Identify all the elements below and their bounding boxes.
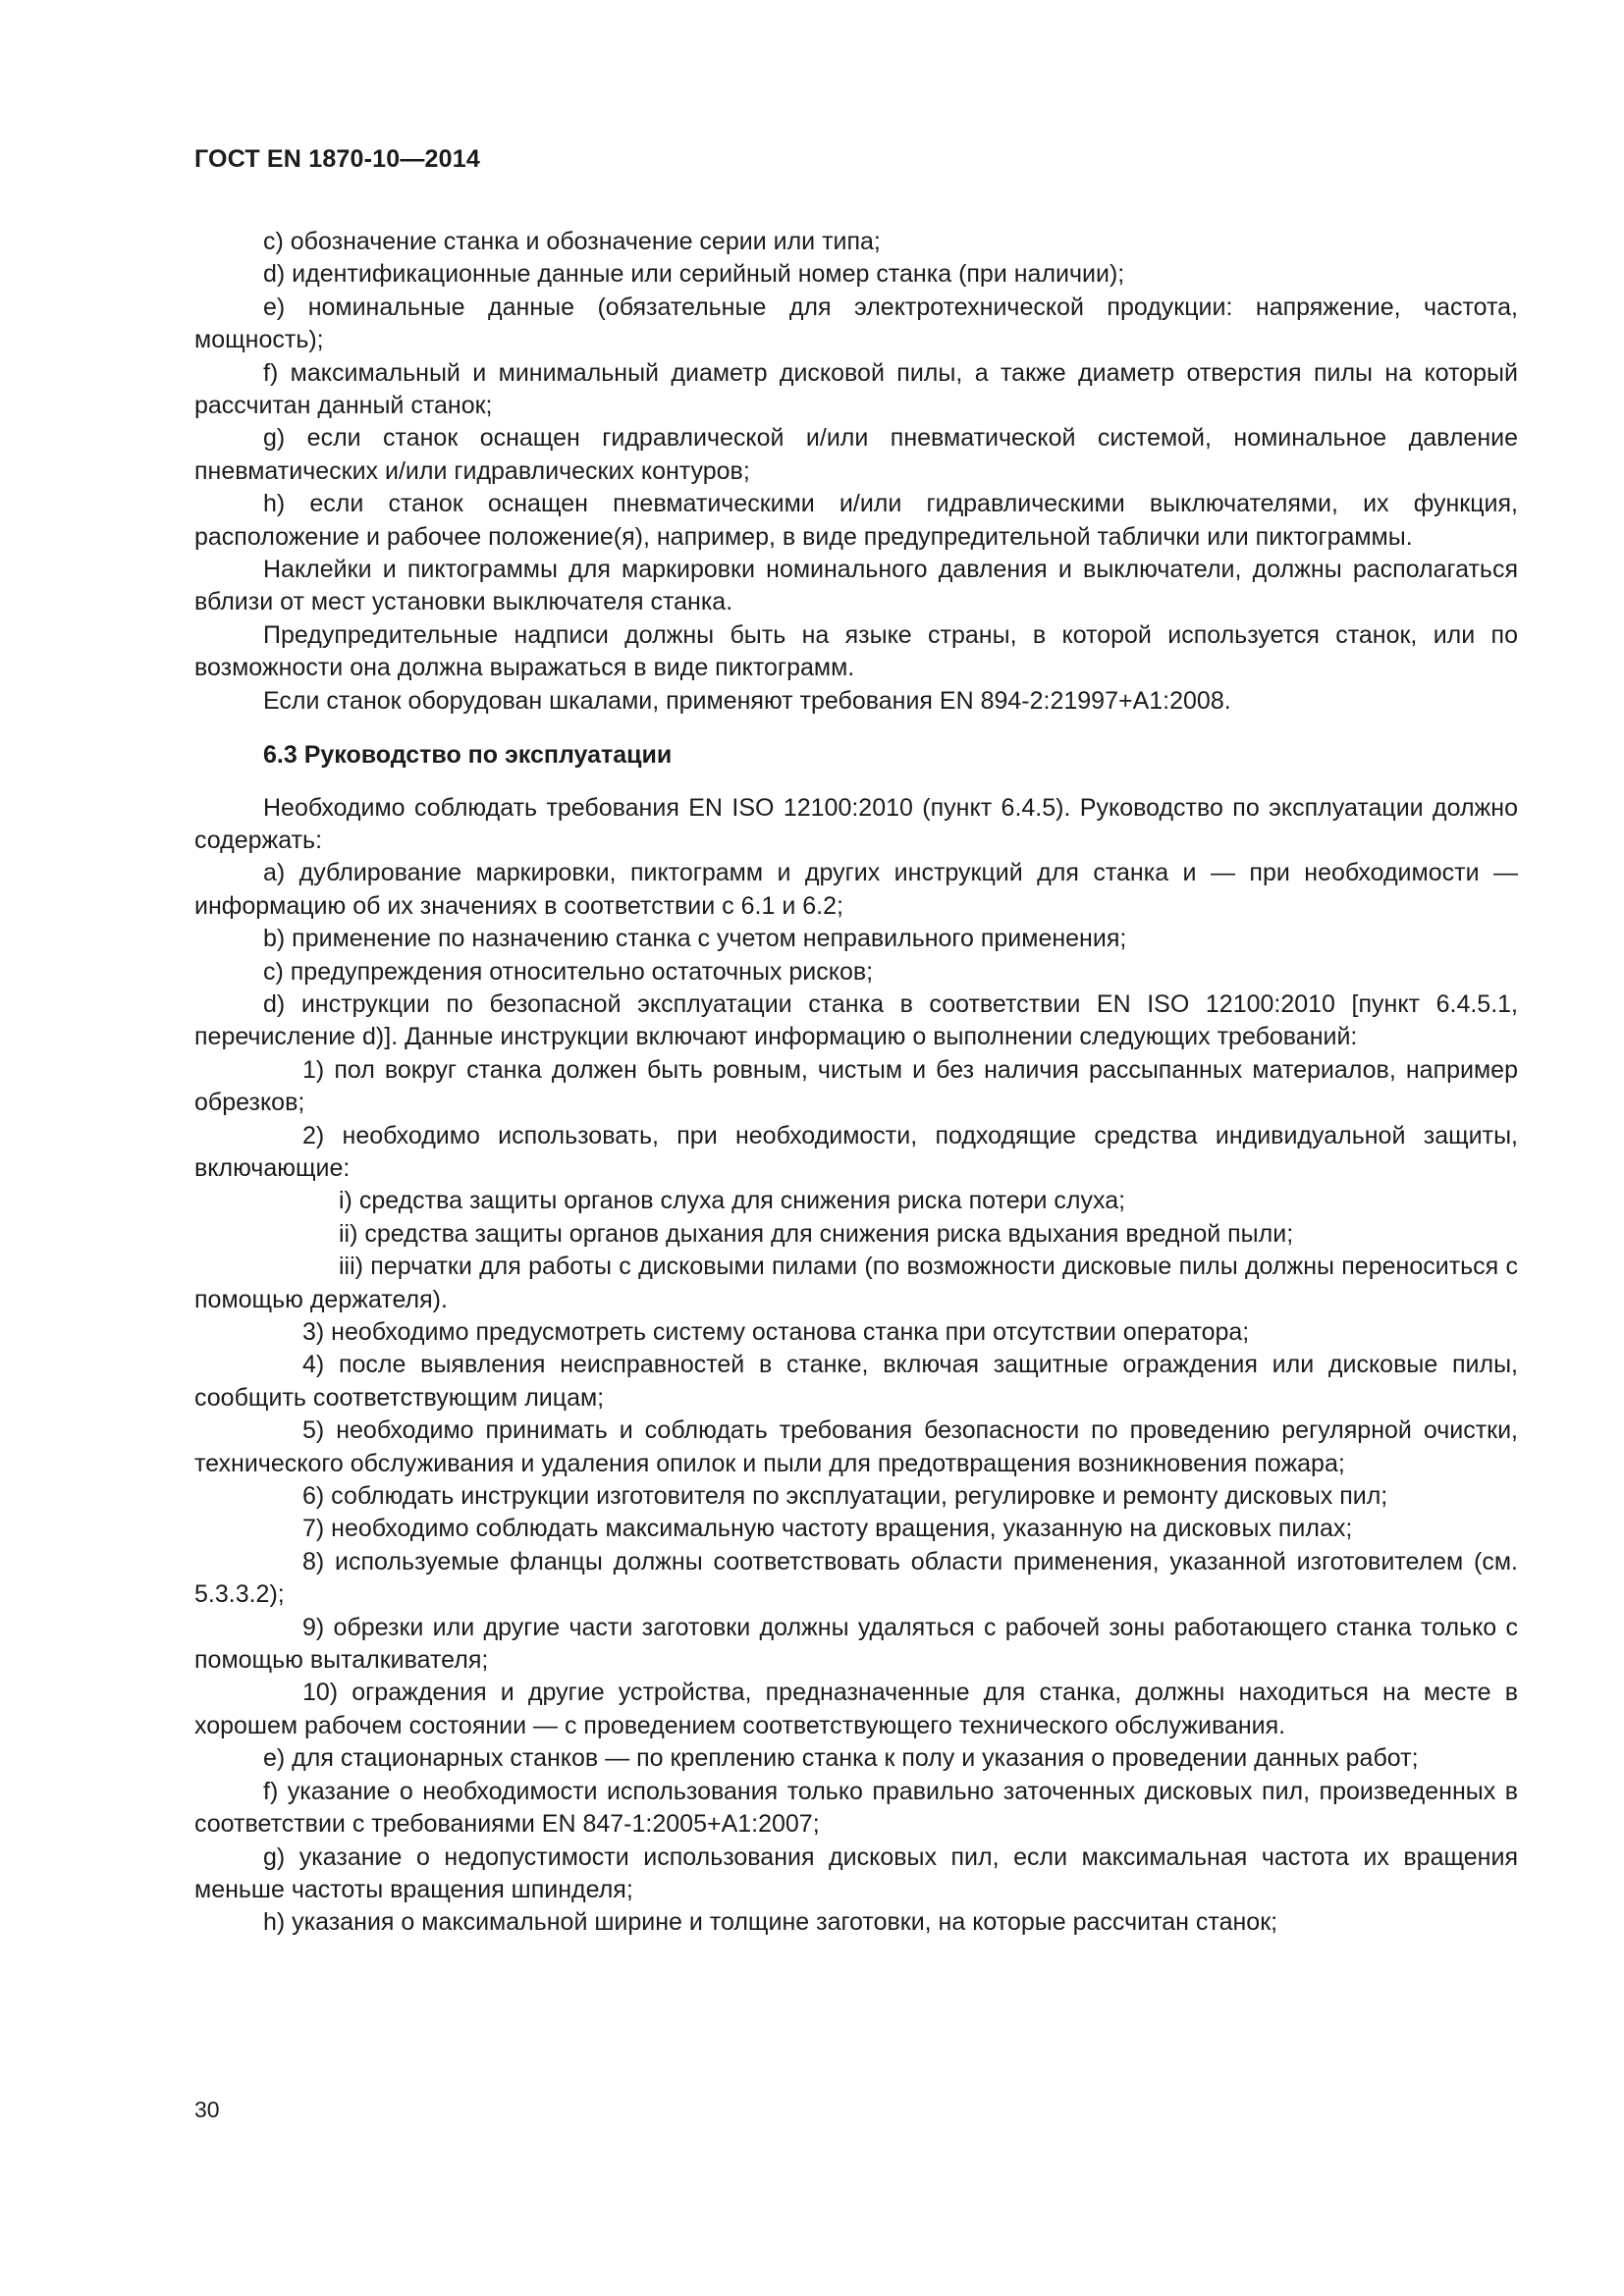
sub-sub-item-iii: iii) перчатки для работы с дисковыми пилами (по возможности дисковые пилы должны переноситься с помощью держателя).: [194, 1253, 1518, 1313]
sub-item-9: 9) обрезки или другие части заготовки должны удаляться с рабочей зоны работающего станка только с помощью выталкивателя;: [194, 1613, 1518, 1675]
document-body: [194, 226, 1518, 1940]
list-item-h: h) указания о максимальной ширине и толщине заготовки, на которые рассчитан станок;: [263, 1908, 1278, 1937]
page-number: 30: [194, 2097, 220, 2122]
list-item-a: a) дублирование маркировки, пиктограмм и других инструкций для станка и — при необходимости — информацию об их значениях в соответствии с 6.1 и 6.2;: [194, 859, 1518, 920]
paragraph: Если станок оборудован шкалами, применяют требования EN 894-2:21997+A1:2008.: [263, 686, 1231, 715]
list-item-d: d) инструкции по безопасной эксплуатации станка в соответствии EN ISO 12100:2010 [пункт 6.4.5.1, перечисление d)]. Данные инструкции включают информацию о выполнении следующих требований:: [194, 989, 1518, 1051]
list-item-h: h) если станок оснащен пневматическими и/или гидравлическими выключателями, их функция, расположение и рабочее положение(я), например, в виде предупредительной таблички или пиктограммы.: [194, 490, 1518, 551]
list-item-g: g) указание о недопустимости использования дисковых пил, если максимальная частота их вращения меньше частоты вращения шпинделя;: [194, 1842, 1518, 1903]
list-item-g: g) если станок оснащен гидравлической и/или пневматической системой, номинальное давление пневматических и/или гидравлических контуров;: [194, 424, 1518, 485]
list-item-e: e) номинальные данные (обязательные для электротехнической продукции: напряжение, частота, мощность);: [194, 293, 1518, 354]
sub-sub-item-ii: ii) средства защиты органов дыхания для снижения риска вдыхания вредной пыли;: [339, 1219, 1294, 1248]
list-item-e: e) для стационарных станков — по креплению станка к полу и указания о проведении данных работ;: [263, 1744, 1419, 1773]
sub-item-10: 10) ограждения и другие устройства, предназначенные для станка, должны находиться на месте в хорошем рабочем состоянии — с проведением соответствующего технического обслуживания.: [194, 1679, 1518, 1739]
list-item-c: c) предупреждения относительно остаточных рисков;: [263, 957, 874, 986]
sub-item-8: 8) используемые фланцы должны соответствовать области применения, указанной изготовителем (см. 5.3.3.2);: [194, 1547, 1518, 1609]
list-item-b: b) применение по назначению станка с учетом неправильного применения;: [263, 925, 1127, 953]
paragraph: Предупредительные надписи должны быть на языке страны, в которой используется станок, или по возможности она должна выражаться в виде пиктограмм.: [194, 620, 1518, 682]
sub-item-5: 5) необходимо принимать и соблюдать требования безопасности по проведению регулярной очистки, технического обслуживания и удаления опилок и пыли для предотвращения возникновения пожара;: [194, 1416, 1518, 1477]
paragraph: Наклейки и пиктограммы для маркировки номинального давления и выключатели, должны располагаться вблизи от мест установки выключателя станка.: [194, 556, 1518, 616]
sub-item-3: 3) необходимо предусмотреть систему останова станка при отсутствии оператора;: [302, 1318, 1250, 1346]
sub-item-4: 4) после выявления неисправностей в станке, включая защитные ограждения или дисковые пилы, сообщить соответствующим лицам;: [194, 1351, 1518, 1412]
sub-sub-item-i: i) средства защиты органов слуха для снижения риска потери слуха;: [339, 1187, 1126, 1215]
list-item-f: f) указание о необходимости использования только правильно заточенных дисковых пил, произведенных в соответствии с требованиями EN 847-1:2005+A1:2007;: [194, 1777, 1518, 1839]
standard-designation: ГОСТ EN 1870-10—2014: [194, 145, 480, 173]
sub-item-2: 2) необходимо использовать, при необходимости, подходящие средства индивидуальной защиты, включающие:: [194, 1121, 1518, 1182]
list-item-f: f) максимальный и минимальный диаметр дисковой пилы, а также диаметр отверстия пилы на который рассчитан данный станок;: [194, 358, 1518, 420]
list-item-d: d) идентификационные данные или серийный номер станка (при наличии);: [263, 260, 1125, 289]
section-heading: 6.3 Руководство по эксплуатации: [263, 741, 673, 770]
sub-item-1: 1) пол вокруг станка должен быть ровным, чистым и без наличия рассыпанных материалов, например обрезков;: [194, 1055, 1518, 1117]
list-item-c: c) обозначение станка и обозначение серии или типа;: [263, 228, 881, 255]
sub-item-7: 7) необходимо соблюдать максимальную частоту вращения, указанную на дисковых пилах;: [302, 1515, 1353, 1543]
sub-item-6: 6) соблюдать инструкции изготовителя по эксплуатации, регулировке и ремонту дисковых пил;: [302, 1482, 1388, 1511]
paragraph: Необходимо соблюдать требования EN ISO 12100:2010 (пункт 6.4.5). Руководство по эксплуатации должно содержать:: [194, 793, 1518, 854]
